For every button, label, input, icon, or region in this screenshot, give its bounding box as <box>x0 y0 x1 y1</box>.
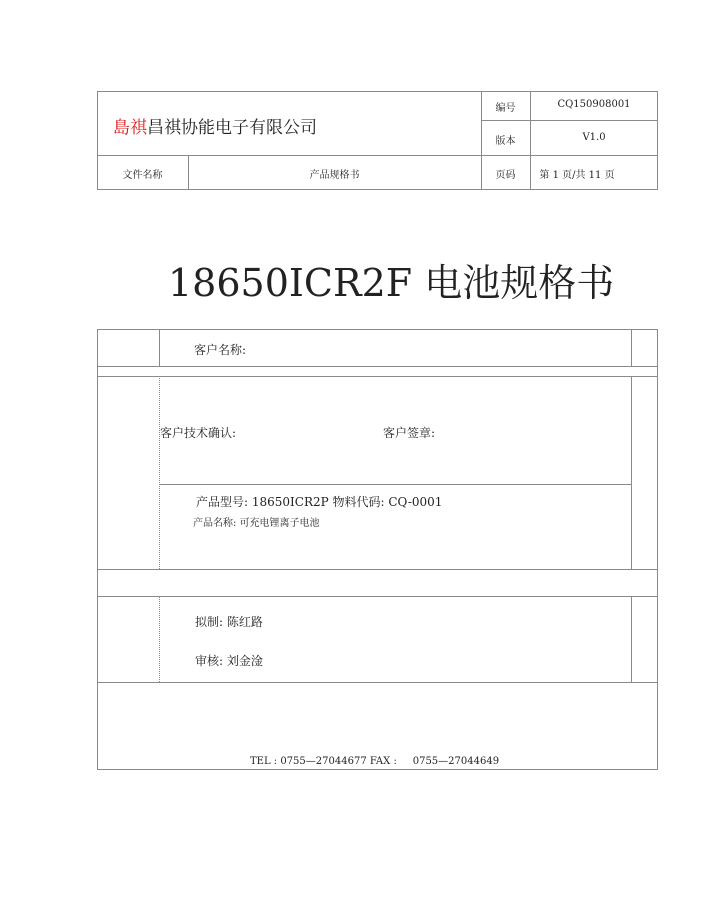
tech-confirm-label: 客户技术确认: <box>160 426 237 440</box>
header-row-divider <box>97 155 658 156</box>
form-col-divider <box>631 329 632 366</box>
doc-name-label: 文件名称 <box>122 170 163 181</box>
form-col-divider-dotted <box>159 376 160 569</box>
form-table <box>97 329 658 770</box>
form-row-divider <box>97 569 658 570</box>
code-value: CQ150908001 <box>557 99 631 110</box>
form-row-divider <box>159 484 631 485</box>
contact-line: TEL : 0755—27044677 FAX : 0755—27044649 <box>250 756 500 767</box>
header-right-divider <box>481 120 658 121</box>
doc-name-value: 产品规格书 <box>309 170 360 181</box>
signature-label: 客户签章: <box>383 426 436 440</box>
form-col-divider <box>159 329 160 366</box>
drafter-line: 拟制: 陈红路 <box>195 615 263 629</box>
reviewer-line: 审核: 刘金淦 <box>195 654 263 668</box>
version-value: V1.0 <box>582 132 606 143</box>
form-row-divider <box>97 366 658 367</box>
version-label: 版本 <box>495 136 516 147</box>
page-label: 页码 <box>495 170 516 181</box>
customer-name-label: 客户名称: <box>194 343 247 357</box>
company-name <box>113 113 317 138</box>
form-col-divider <box>631 376 632 569</box>
company-name-rest: 昌祺协能电子有限公司 <box>147 118 317 138</box>
code-label: 编号 <box>495 103 516 114</box>
form-row-divider <box>97 596 658 597</box>
form-col-divider <box>631 596 632 682</box>
form-row-divider <box>97 682 658 683</box>
product-name-line: 产品名称: 可充电锂离子电池 <box>193 518 320 529</box>
company-name-red: 島祺 <box>113 118 147 138</box>
product-model-line: 产品型号: 18650ICR2P 物料代码: CQ-0001 <box>196 495 443 509</box>
form-col-divider-dotted <box>159 596 160 682</box>
page-value: 第 1 页/共 11 页 <box>539 170 615 181</box>
page-title: 18650ICR2F 电池规格书 <box>168 261 615 305</box>
form-row-divider <box>97 376 658 377</box>
